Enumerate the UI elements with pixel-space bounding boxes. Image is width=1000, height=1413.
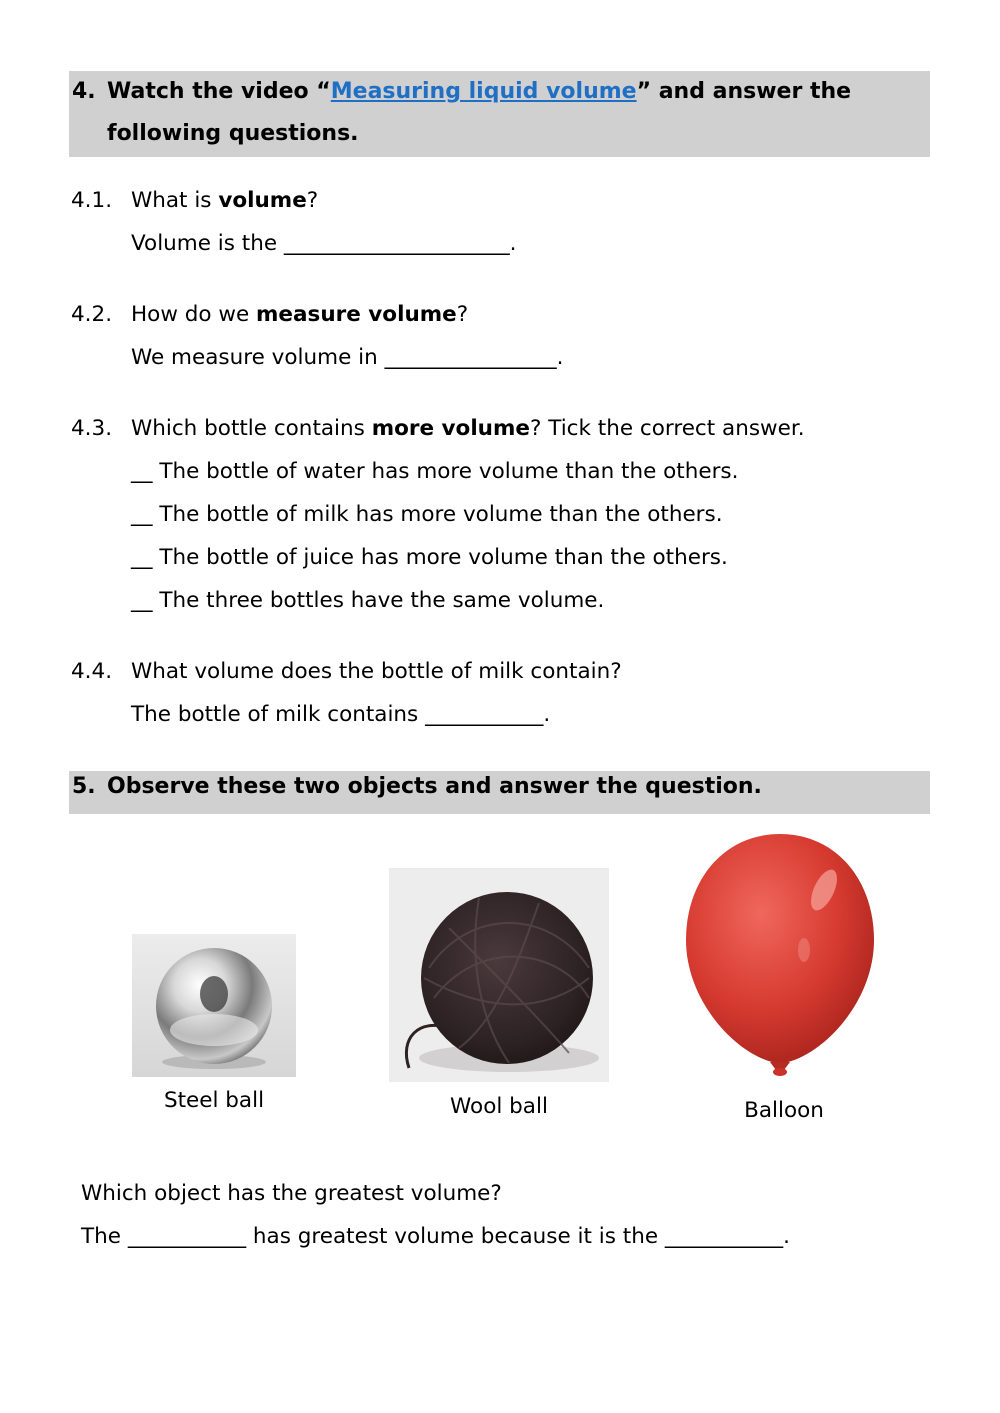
q3-question: Which bottle contains more volume? Tick the correct answer. xyxy=(131,416,805,441)
balloon-caption: Balloon xyxy=(744,1098,824,1123)
wool-ball-image xyxy=(389,868,609,1082)
section-4-number: 4. xyxy=(72,79,96,104)
q1-question: What is volume? xyxy=(131,188,319,213)
q2-number: 4.2. xyxy=(71,302,113,327)
q3-option-water[interactable]: __ The bottle of water has more volume than the others. xyxy=(131,459,739,484)
q3-option-same[interactable]: __ The three bottles have the same volume. xyxy=(131,588,605,613)
q4-answer-line[interactable]: The bottle of milk contains ___________. xyxy=(131,702,551,727)
q1-number: 4.1. xyxy=(71,188,113,213)
balloon-image xyxy=(684,830,876,1080)
q2-answer-line[interactable]: We measure volume in ________________. xyxy=(131,345,564,370)
q3-option-milk[interactable]: __ The bottle of milk has more volume than the others. xyxy=(131,502,723,527)
section-5-instruction: Observe these two objects and answer the question. xyxy=(107,774,762,799)
section-5-answer-line[interactable]: The ___________ has greatest volume because it is the ___________. xyxy=(81,1224,790,1249)
q2-question: How do we measure volume? xyxy=(131,302,469,327)
wool-ball-caption: Wool ball xyxy=(450,1094,548,1119)
section-5-question: Which object has the greatest volume? xyxy=(81,1181,502,1206)
section-4-instruction xyxy=(107,71,920,155)
section-4-text-before: Watch the video “ xyxy=(107,79,331,104)
q1-answer-line[interactable]: Volume is the _____________________. xyxy=(131,231,517,256)
section-4-text-after: ” and answer the xyxy=(636,79,852,104)
steel-ball-image xyxy=(132,934,296,1077)
q4-question: What volume does the bottle of milk contain? xyxy=(131,659,622,684)
steel-ball-caption: Steel ball xyxy=(163,1088,265,1113)
section-5-header xyxy=(69,771,930,814)
q4-number: 4.4. xyxy=(71,659,113,684)
section-5-number: 5. xyxy=(72,774,96,799)
q3-number: 4.3. xyxy=(71,416,113,441)
section-4-text-line2: following questions. xyxy=(107,121,359,146)
section-4-header xyxy=(69,71,930,157)
video-link[interactable]: Measuring liquid volume xyxy=(330,79,637,104)
q3-option-juice[interactable]: __ The bottle of juice has more volume than the others. xyxy=(131,545,728,570)
